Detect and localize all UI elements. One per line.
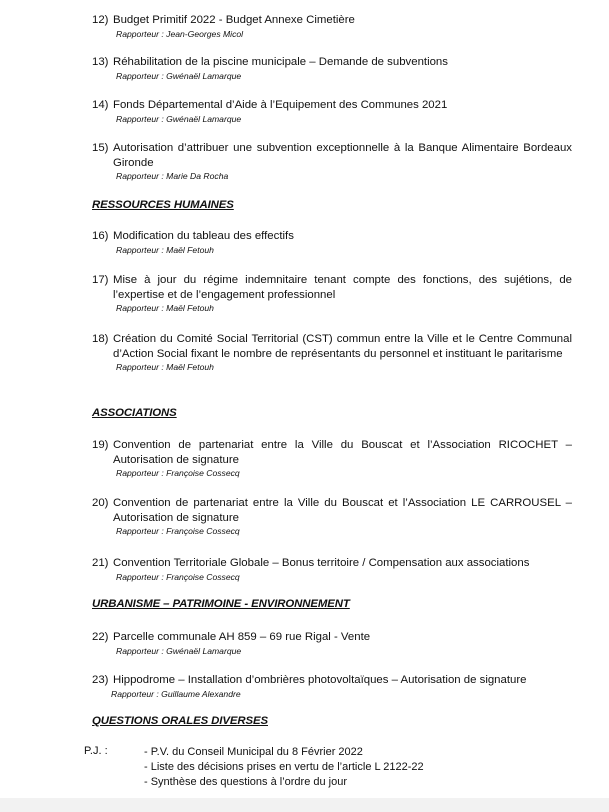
item-rapporteur: Rapporteur : Françoise Cossecq — [116, 526, 240, 537]
agenda-item-12 — [92, 13, 572, 40]
pj-attachments-list — [144, 745, 424, 789]
agenda-item-13 — [92, 55, 572, 82]
item-number: 21) — [92, 557, 109, 569]
item-rapporteur: Rapporteur : Maël Fetouh — [116, 303, 214, 314]
item-title: Modification du tableau des effectifs — [113, 230, 294, 242]
agenda-item-14 — [92, 98, 572, 125]
item-rapporteur: Rapporteur : Françoise Cossecq — [116, 468, 240, 479]
section-ressources-humaines: RESSOURCES HUMAINES — [92, 199, 234, 211]
section-questions-orales: QUESTIONS ORALES DIVERSES — [92, 715, 268, 727]
item-number: 18) — [92, 333, 109, 345]
item-title: Fonds Départemental d’Aide à l’Equipement des Communes 2021 — [113, 99, 448, 111]
item-title: Autorisation d’attribuer une subvention exceptionnelle à la Banque Alimentaire Bordeaux Gironde — [113, 142, 572, 169]
section-urbanisme: URBANISME – PATRIMOINE - ENVIRONNEMENT — [92, 598, 350, 610]
page-bottom-edge — [0, 798, 609, 812]
agenda-item-17 — [92, 273, 572, 314]
item-rapporteur: Rapporteur : Guillaume Alexandre — [111, 688, 241, 699]
item-title: Convention de partenariat entre la Ville du Bouscat et l’Association LE CARROUSEL – Autorisation de signature — [113, 497, 572, 524]
item-number: 14) — [92, 99, 109, 111]
item-rapporteur: Rapporteur : Maël Fetouh — [116, 244, 214, 255]
item-title: Parcelle communale AH 859 – 69 rue Rigal - Vente — [113, 631, 371, 643]
agenda-item-19 — [92, 438, 572, 479]
item-number: 16) — [92, 230, 109, 242]
item-rapporteur: Rapporteur : Jean-Georges Micol — [116, 28, 244, 39]
item-rapporteur: Rapporteur : Marie Da Rocha — [116, 171, 229, 182]
agenda-item-16 — [92, 229, 572, 256]
item-rapporteur: Rapporteur : Gwénaël Lamarque — [116, 113, 242, 124]
pj-item: - P.V. du Conseil Municipal du 8 Février 2022 — [144, 746, 363, 758]
section-associations: ASSOCIATIONS — [92, 407, 177, 419]
agenda-item-18 — [92, 332, 572, 373]
item-title: Réhabilitation de la piscine municipale – Demande de subventions — [113, 56, 448, 68]
pj-item: - Synthèse des questions à l’ordre du jour — [144, 775, 348, 788]
item-title: Convention Territoriale Globale – Bonus territoire / Compensation aux associations — [113, 557, 530, 569]
agenda-item-20 — [92, 496, 572, 537]
agenda-item-15 — [92, 141, 572, 182]
item-number: 19) — [92, 439, 109, 451]
pj-item: - Liste des décisions prises en vertu de l’article L 2122-22 — [144, 760, 424, 773]
item-rapporteur: Rapporteur : Gwénaël Lamarque — [116, 645, 242, 656]
agenda-item-23 — [92, 673, 572, 700]
item-title: Création du Comité Social Territorial (CST) commun entre la Ville et le Centre Communal d’Action Social fixant le nombre de représentants du personnel et instituant le paritarisme — [113, 333, 572, 360]
item-number: 20) — [92, 497, 109, 509]
item-title: Mise à jour du régime indemnitaire tenant compte des fonctions, des sujétions, de l’expertise et de l’engagement professionnel — [113, 274, 572, 301]
item-rapporteur: Rapporteur : Maël Fetouh — [116, 362, 214, 373]
item-number: 12) — [92, 14, 109, 26]
item-number: 23) — [92, 674, 109, 686]
item-title: Hippodrome – Installation d’ombrières photovoltaïques – Autorisation de signature — [113, 674, 527, 686]
item-title: Convention de partenariat entre la Ville du Bouscat et l’Association RICOCHET – Autorisation de signature — [113, 439, 572, 466]
item-number: 17) — [92, 274, 109, 286]
item-number: 22) — [92, 631, 109, 643]
item-number: 15) — [92, 142, 109, 154]
item-number: 13) — [92, 56, 109, 68]
agenda-item-21 — [92, 556, 572, 583]
agenda-item-22 — [92, 630, 572, 657]
item-title: Budget Primitif 2022 - Budget Annexe Cimetière — [113, 14, 355, 26]
item-rapporteur: Rapporteur : Gwénaël Lamarque — [116, 70, 242, 81]
item-rapporteur: Rapporteur : Françoise Cossecq — [116, 571, 240, 582]
pj-label: P.J. : — [84, 745, 108, 757]
